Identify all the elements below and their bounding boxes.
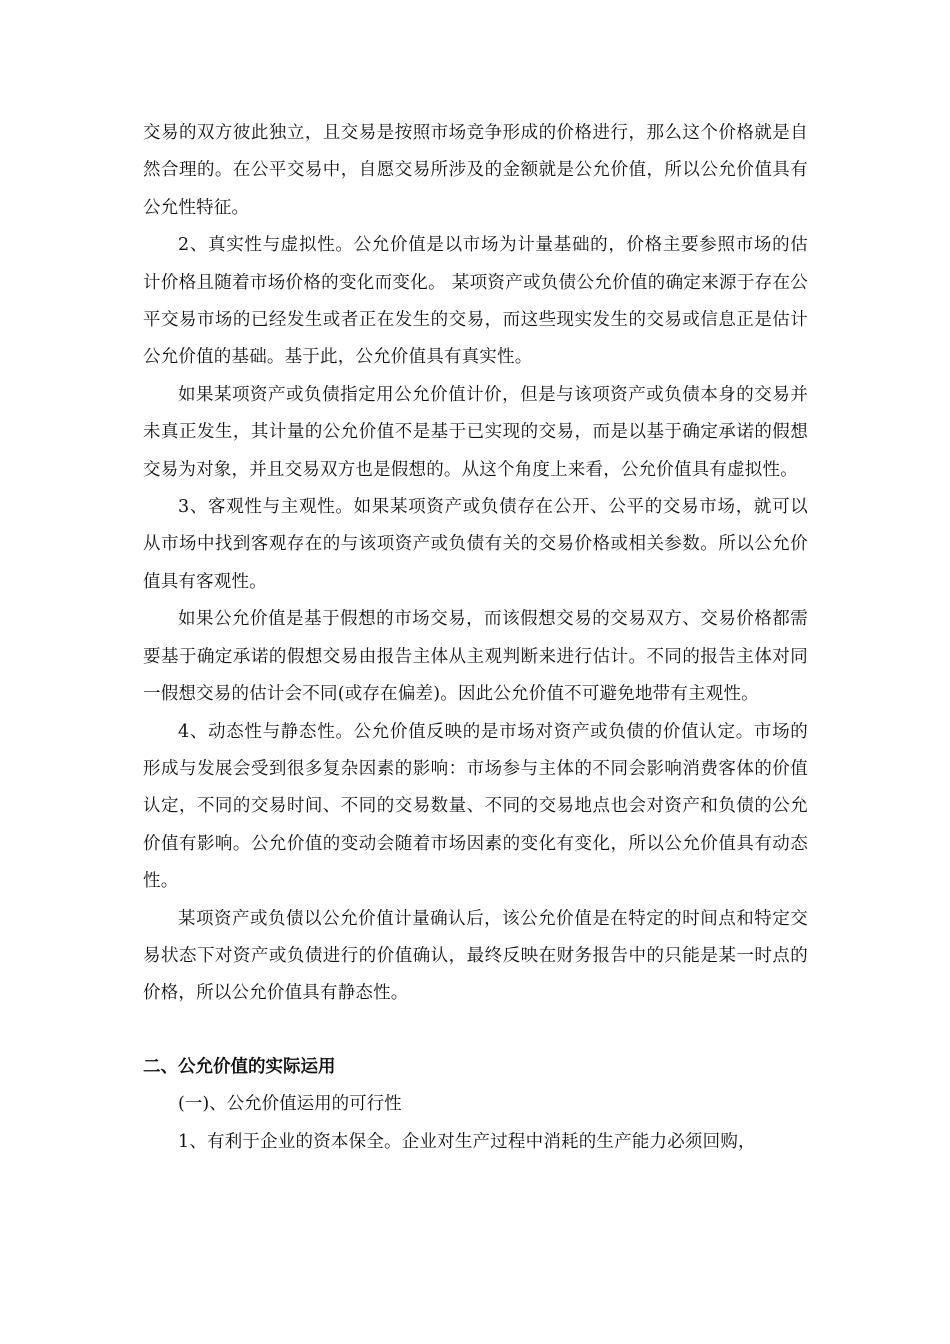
paragraph-static: 某项资产或负债以公允价值计量确认后，该公允价值是在特定的时间点和特定交易状态下对资产或负债进行的价值确认，最终反映在财务报告中的只能是某一时点的价格，所以公允价值具有静态性。 [143, 908, 808, 1004]
document-page [143, 115, 808, 1161]
paragraph-subjectivity: 如果公允价值是基于假想的市场交易，而该假想交易的交易双方、交易价格都需要基于确定承诺的假想交易由报告主体从主观判断来进行估计。不同的报告主体对同一假想交易的估计会不同(或存在偏差)。因此公允价值不可避免地带有主观性。 [143, 609, 808, 705]
paragraph-objectivity-subjectivity: 3、客观性与主观性。如果某项资产或负债存在公开、公平的交易市场，就可以从市场中找到客观存在的与该项资产或负债有关的交易价格或相关参数。所以公允价值具有客观性。 [143, 497, 808, 592]
subsection-heading: (一)、公允价值运用的可行性 [178, 1094, 402, 1115]
paragraph-reality-virtuality: 2、真实性与虚拟性。公允价值是以市场为计量基础的，价格主要参照市场的估计价格且随着市场价格的变化而变化。 某项资产或负债公允价值的确定来源于存在公平交易市场的已经发生或者正在发生的交易，而这些现实发生的交易或信息正是估计公允价值的基础。基于此，公允价值具有真实性。 [143, 235, 808, 368]
paragraph-fairness-end: 交易的双方彼此独立，且交易是按照市场竞争形成的价格进行，那么这个价格就是自然合理的。在公平交易中，自愿交易所涉及的金额就是公允价值，所以公允价值具有公允性特征。 [143, 123, 808, 218]
paragraph-capital-preservation: 1、有利于企业的资本保全。企业对生产过程中消耗的生产能力必须回购， [178, 1131, 756, 1152]
section-heading: 二、公允价值的实际运用 [143, 1056, 336, 1077]
section-gap [143, 1013, 808, 1049]
paragraph-virtuality: 如果某项资产或负债指定用公允价值计价，但是与该项资产或负债本身的交易并未真正发生，其计量的公允价值不是基于已实现的交易，而是以基于确定承诺的假想交易为对象，并且交易双方也是假想的。从这个角度上来看，公允价值具有虚拟性。 [143, 384, 808, 480]
paragraph-dynamic-static: 4、动态性与静态性。公允价值反映的是市场对资产或负债的价值认定。市场的形成与发展会受到很多复杂因素的影响：市场参与主体的不同会影响消费客体的价值认定，不同的交易时间、不同的交易数量、不同的交易地点也会对资产和负债的公允价值有影响。公允价值的变动会随着市场因素的变化有变化，所以公允价值具有动态性。 [143, 721, 808, 892]
